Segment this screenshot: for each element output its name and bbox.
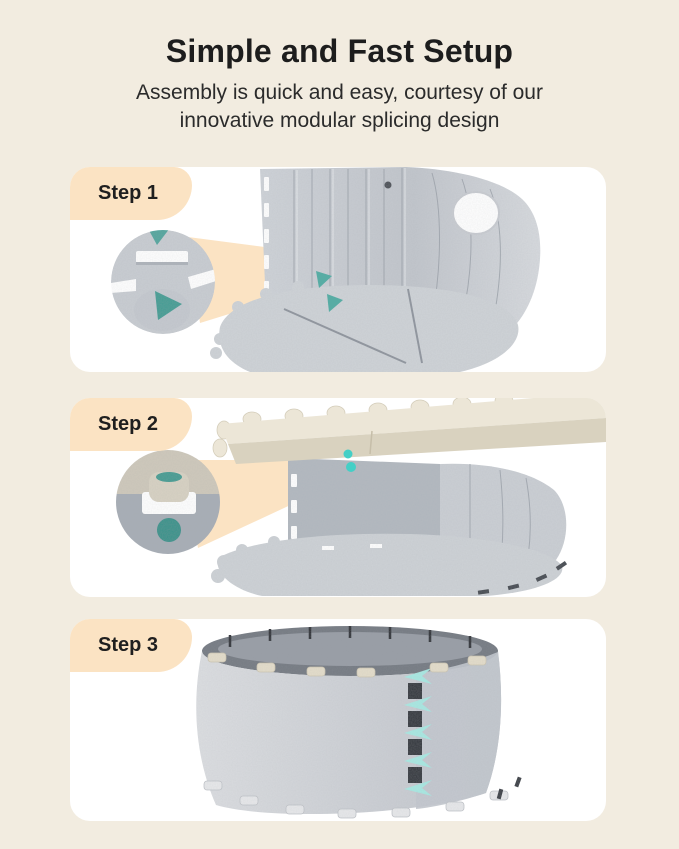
step-3-label: Step 3 xyxy=(98,634,159,656)
splice-hole-teal xyxy=(157,518,181,542)
step-card-2 xyxy=(70,398,606,597)
page-subtitle: Assembly is quick and easy, courtesy of our innovative modular splicing design xyxy=(136,80,543,132)
connector-dot-cyan xyxy=(344,450,353,459)
magnifier-detail-circle xyxy=(116,450,220,554)
assembled-playpen xyxy=(196,626,521,818)
step-2-label: Step 2 xyxy=(98,413,159,435)
step-2-badge xyxy=(70,398,192,451)
splice-pin-teal xyxy=(156,472,182,482)
step-1-badge xyxy=(70,167,192,220)
step-3-badge xyxy=(70,619,192,672)
step-card-1 xyxy=(70,167,606,372)
step-card-3 xyxy=(70,619,606,821)
step-1-label: Step 1 xyxy=(98,182,159,204)
beige-floor-mat xyxy=(213,398,606,464)
connector-dot-cyan xyxy=(346,462,356,472)
page-title: Simple and Fast Setup xyxy=(165,33,514,69)
